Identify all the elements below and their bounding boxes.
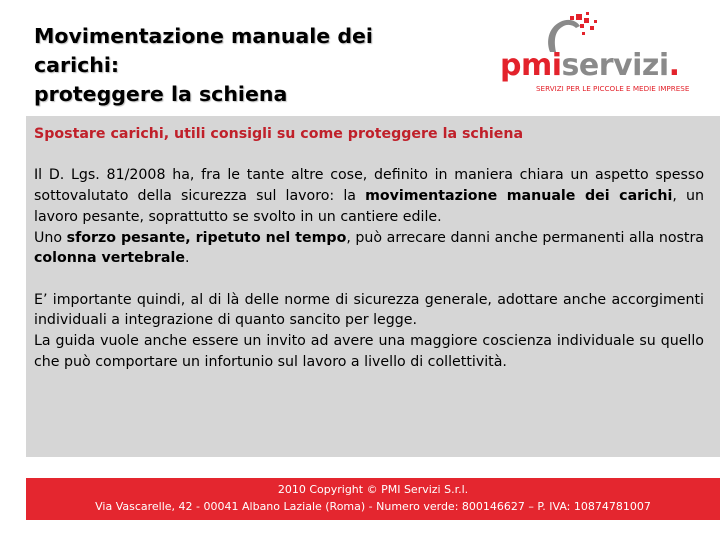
paragraph-4: La guida vuole anche essere un invito ad avere una maggiore coscienza individuale su quello che può comportare un infortunio sul lavoro a livello di collettività. — [34, 333, 704, 370]
footer-bar — [26, 478, 720, 520]
title-line-2: carichi: — [34, 53, 120, 77]
title-line-3: proteggere la schiena — [34, 82, 288, 106]
paragraph-3: E’ importante quindi, al di là delle norme di sicurezza generale, adottare anche accorgimenti individuali a integrazione di quanto sancito per legge. — [34, 291, 704, 329]
paragraph-1 — [34, 165, 704, 227]
p2-bold-spine: colonna vertebrale — [34, 250, 185, 267]
p1-text-a: Il D. Lgs. 81/2008 ha, fra le tante altre cose, definito in maniera chiara un aspetto spesso sottovalutato della sicurezza sul lavoro: la — [34, 167, 704, 205]
footer-address: Via Vascarelle, 42 - 00041 Albano Laziale (Roma) - Numero verde: 800146627 – P. IVA: 10874781007 — [95, 500, 651, 513]
page-title — [34, 22, 373, 109]
p2-bold-phrase: sforzo pesante, ripetuto nel tempo — [66, 229, 347, 246]
p2-text-e: . — [184, 250, 190, 267]
logo-servizi: servizi — [561, 48, 669, 83]
section-heading: Spostare carichi, utili consigli su come proteggere la schiena — [34, 126, 524, 142]
paragraph-2 — [34, 228, 704, 269]
p2-text-a: Uno — [34, 229, 67, 246]
logo-tagline: SERVIZI PER LE PICCOLE E MEDIE IMPRESE — [536, 84, 690, 93]
logo-dot: . — [668, 48, 680, 83]
p1-text-c: , un lavoro pesante, soprattutto se svolto in un cantiere edile. — [34, 188, 704, 225]
p2-text-c: , può arrecare danni anche permanenti alla nostra — [346, 229, 704, 246]
pmi-servizi-logo — [500, 12, 718, 100]
logo-wordmark — [500, 48, 680, 84]
logo-pmi: pmi — [500, 48, 562, 83]
paragraph-gap — [34, 269, 704, 290]
footer-copyright: 2010 Copyright © PMI Servizi S.r.l. — [277, 483, 469, 496]
content-panel — [26, 116, 720, 457]
p1-bold-phrase: movimentazione manuale dei carichi — [365, 188, 673, 205]
title-line-1: Movimentazione manuale dei — [34, 24, 373, 48]
